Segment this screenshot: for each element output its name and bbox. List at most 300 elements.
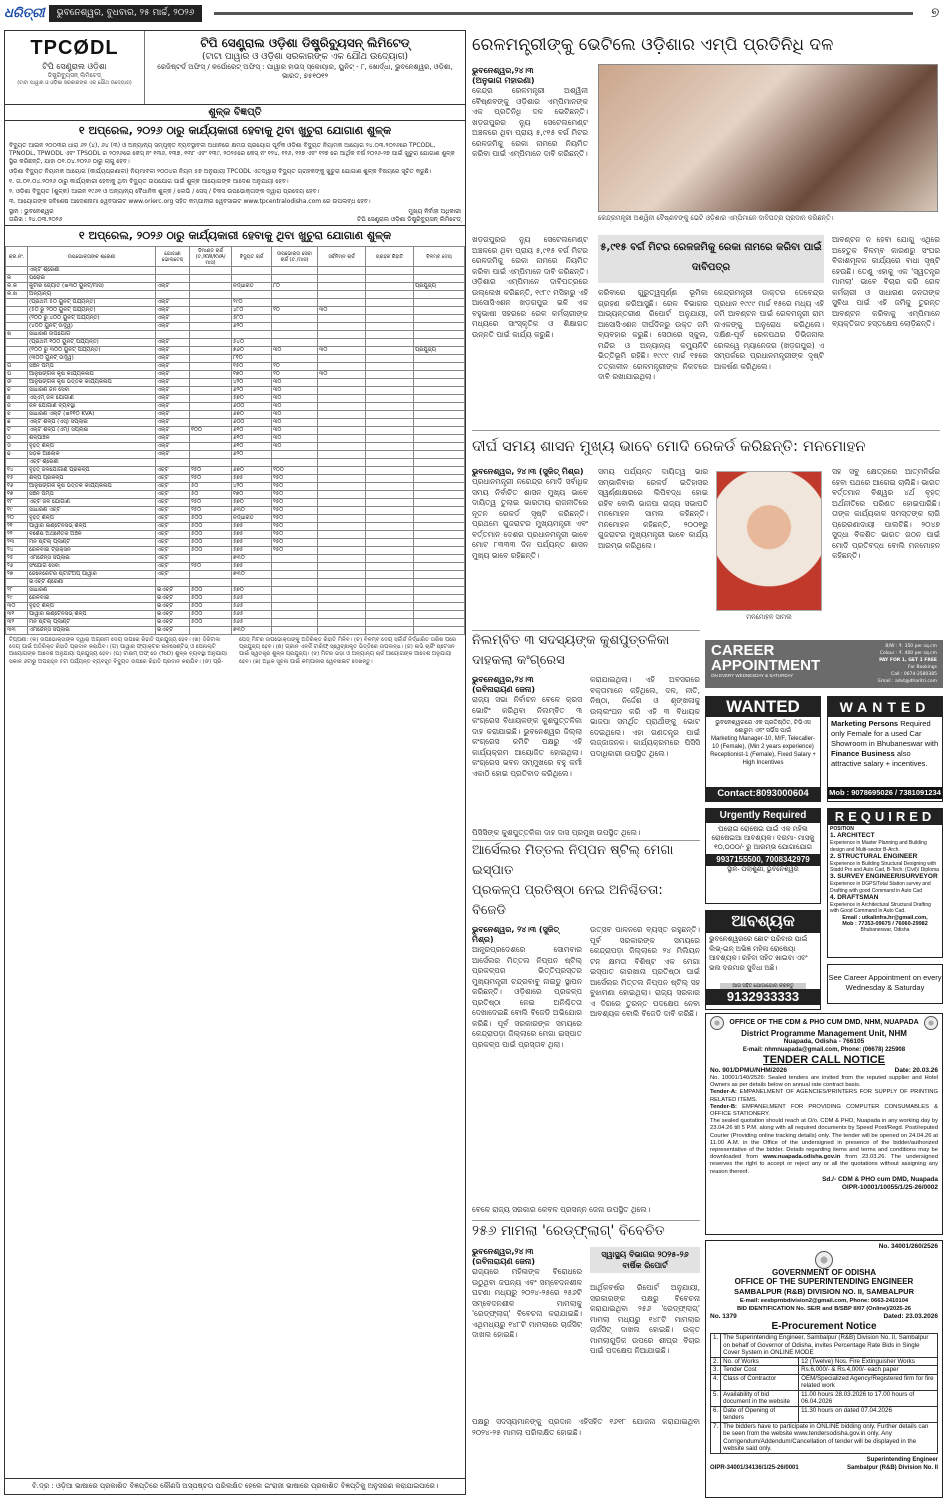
tariff-cell: ୩୦: [6, 603, 28, 611]
tariff-cell: [366, 547, 414, 555]
tariff-cell: ୫୦୦: [190, 515, 232, 523]
tariff-cell: ୭୩୦: [232, 555, 272, 563]
tariff-cell: ଏଚ୍‌ଟି: [156, 547, 190, 555]
tariff-cell: [318, 531, 366, 539]
tariff-cell: [318, 627, 366, 635]
tariff-cell: [232, 291, 272, 299]
tariff-table: [5, 246, 465, 635]
tariff-cell: [190, 627, 232, 635]
tariff-cell: [318, 515, 366, 523]
tariff-cell: ୫୬୫: [232, 603, 272, 611]
career-appointment-banner: [705, 640, 943, 688]
tariff-cell: ଏଚ୍‌ଟି: [156, 523, 190, 531]
tariff-row: [6, 547, 465, 555]
tariff-cell: ୨୮: [6, 587, 28, 595]
tariff-cell: କ.କ: [6, 283, 28, 291]
rnb-row-value: OEM/Specialized Agency/Registered firm for fire related work: [799, 1374, 938, 1390]
tariff-cell: ଏଚ୍‌ଟି ଶ୍ରେଣୀ: [28, 459, 156, 467]
required-position: POSITION: [830, 826, 854, 832]
tariff-cell: [6, 323, 28, 331]
tariff-cell: ୩୦: [272, 403, 318, 411]
tariff-cell: ୫୭୫: [232, 547, 272, 555]
required-ad: [827, 808, 943, 958]
urgently-required-ad: [705, 808, 821, 904]
tariff-cell: [366, 467, 414, 475]
tariff-cell: ଏଚ୍‌ଟି: [156, 475, 190, 483]
tariff-cell: ୨୫୦: [272, 507, 318, 515]
tariff-row: [6, 579, 465, 587]
para-4: ୩. ଆୟୋଗଙ୍କ ସବିଶେଷ ଆଦେଶନାମା ୱେବସାଇଟ www.orierc.org ସହିତ କମ୍ପାନୀର ୱେବସାଇଟ www.tpcentralodisha.com ରେ ଉପଲବ୍ଧ ହେବ।: [9, 198, 371, 205]
steel-col-1: ଆନ୍ଧ୍ରପ୍ରଦେଶରେ ସୋମବାର ଆର୍ସେଲର ମିତ୍ତଲ ନିପ୍ପନ ଷ୍ଟିଲ୍ ପ୍ରକଳ୍ପର ଭିତ୍ତିପ୍ରସ୍ତର ମୁଖ୍ୟମନ୍ତ୍ରୀ ଚନ୍ଦ୍ରବାବୁ ନାଇଡୁ ସ୍ଥାପନ କରିଛନ୍ତି। ଓଡ଼ିଶାରେ ପ୍ରକଳ୍ପ ପ୍ରତିଷ୍ଠା ନେଇ ଅନିଶ୍ଚିତତା ଦେଖାଦେଇଛି ବୋଲି ବିଜେଡି ଅଭିଯୋଗ କରିଛି। ପୂର୍ବ ସରକାରଙ୍କ ସମୟରେ କେନ୍ଦ୍ରାପଡ଼ା ଜିଲ୍ଲାରେ ମେଗା ଇସ୍ପାତ ପ୍ରକଳ୍ପ ପାଇଁ ପ୍ରସ୍ତାବ ଥିଲା।: [472, 945, 582, 1049]
urgent-body: ଘରୋଇ ରୋଷେଇ ପାଇଁ ଏକ ମହିଳା ରୋଷେଇଆ ଆବଶ୍ୟକ। ଦରମା- ମାସକୁ ୧୦,୦୦୦/- ରୁ ଆରମ୍ଭ ଯୋଗାଯୋଗ: [711, 826, 815, 851]
tariff-row: [6, 307, 465, 315]
tariff-cell: [318, 451, 366, 459]
required-position-title: 2. STRUCTURAL ENGINEER: [830, 852, 918, 860]
tariff-cell: ୬୭୦: [232, 411, 272, 419]
tariff-row: [6, 467, 465, 475]
tariff-cell: ସିଞ୍ଚନ ପମ୍ପ: [28, 491, 156, 499]
rnb-oipr: OIPR-34001/34136/1/25-26/0001: [710, 1464, 799, 1471]
tariff-header-cell: ଡିମାଣ୍ଡ ଚାର୍ଜ (ଟ./KW/KVA/ମାସ): [190, 247, 232, 267]
tariff-cell: [366, 339, 414, 347]
tariff-cell: ଘ: [6, 371, 28, 379]
tariff-cell: [318, 363, 366, 371]
tariff-cell: [414, 419, 465, 427]
tariff-cell: (୩୦୦ ୟୁନିଟ୍ ଉର୍ଦ୍ଧ୍ୱ): [28, 355, 156, 363]
tariff-cell: [414, 539, 465, 547]
tariff-cell: [318, 427, 366, 435]
tariff-cell: ବୃହତ୍ ଶିଳ୍ପ: [28, 603, 156, 611]
tariff-row: [6, 627, 465, 635]
tariff-cell: ଏସ୍‌ଏମ୍ ଜଳ ଯୋଗାଣ: [28, 395, 156, 403]
rnb-row-label: The bidders have to participate in ONLINE bidding only. Further details can be seen from the website www.tendersodisha.gov.in only. Any Corrigendum/Addendum/Cancellation of tender will be displayed in the website said only.: [721, 1422, 938, 1453]
tariff-cell: [414, 475, 465, 483]
rnb-row-value: Rs.6,000/- & Rs.4,000/- each paper: [799, 1366, 938, 1375]
tpcodl-title-block: [145, 31, 465, 104]
rnb-row: [711, 1374, 938, 1390]
tariff-cell: [366, 603, 414, 611]
nhm-tender-a-label: Tender-A:: [710, 1089, 737, 1096]
nhm-oipr: OIPR-10001/10055/1/25-26/0002: [841, 1183, 938, 1191]
steel-last: ବେଳେ ରାଜ୍ୟ ସରକାର କେବଳ ପ୍ରସନ୍ନ ଜେନା ଉପସ୍ଥିତ ଥିଲେ।: [472, 1205, 651, 1214]
tariff-cell: [366, 531, 414, 539]
tariff-cell: [190, 315, 232, 323]
tariff-cell: କ.ଖ: [6, 291, 28, 299]
nhm-address: Nuapada, Odisha - 766105: [783, 1038, 865, 1045]
tariff-cell: [272, 619, 318, 627]
tariff-cell: ସାଧାରଣ: [28, 587, 156, 595]
tariff-cell: ବିଶେଷ ଅର୍ଥନୈତିକ ଅଞ୍ଚଳ: [28, 531, 156, 539]
tariff-cell: ୫୬୫: [232, 619, 272, 627]
rnb-row-number: 2.: [711, 1357, 721, 1366]
tariff-cell: ୩୧: [6, 611, 28, 619]
tariff-cell: ବୃହତ୍ ଶିଳ୍ପ: [28, 515, 156, 523]
rnb-row: [711, 1390, 938, 1406]
tariff-cell: ଏଲ୍‌ଟି: [156, 403, 190, 411]
rail-col-3: କେନ୍ଦ୍ରମନ୍ତ୍ରୀ ଡାକ୍ତର ଦେବେନ୍ଦ୍ର ପ୍ରଧାନ ୧୯୯୯ ମାର୍ଚ୍ଚ ୧୫ରେ ମଧ୍ୟ ଏହି ଜମି ଆବଣ୍ଟନ ପାଇଁ ରେଳମନ୍ତ୍ରୀ ରାମ ନାଏକଙ୍କୁ ଅନୁରୋଧ କରିଥିଲେ। ଦକ୍ଷିଣ-ପୂର୍ବ ରେଳପଥର ଡିଭିଜନାଲ ରେଲୱେ ମ୍ୟାନେଜର (ଖଡ଼ଗପୁର) ଏ ସମ୍ପର୍କରେ ପ୍ରଧାନମନ୍ତ୍ରୀଙ୍କ ଦୃଷ୍ଟି ଆକର୍ଷଣ କରିଥିଲେ।: [714, 288, 824, 371]
wanted-2-body-2: also attractive salary + incentives.: [831, 749, 928, 768]
headline-steel-1: ଆର୍ସେଲର ମିତ୍ତଲ ନିପ୍ପନ ଷ୍ଟିଲ୍ ମେଗା ଇସ୍ପାତ: [472, 843, 674, 878]
tariff-cell: [190, 419, 232, 427]
tariff-cell: [190, 435, 232, 443]
tariff-cell: ଇଏଚ୍‌ଟି: [156, 627, 190, 635]
article-steel: [472, 840, 700, 1220]
tariff-cell: (ପ୍ରଥମ ୫୦ ୟୁନିଟ୍ ପର୍ଯ୍ୟନ୍ତ): [28, 299, 156, 307]
tariff-cell: [366, 323, 414, 331]
tariff-cell: [272, 627, 318, 635]
urgent-place: ସ୍ଥାନ- ପଲାଶୁଣୀ, ଭୁବନେଶ୍ୱର: [727, 866, 799, 873]
tariff-cell: [6, 355, 28, 363]
tariff-cell: ଡ: [6, 443, 28, 451]
tariff-cell: [190, 371, 232, 379]
signatory: ମୁଖ୍ୟ ନିର୍ବାହୀ ଅଧିକାରୀ: [408, 208, 461, 215]
tariff-cell: ୬୧୦: [232, 427, 272, 435]
byline-rail: (ଅନୁଭାଗ ମହାରଣା): [472, 76, 535, 85]
tariff-cell: ୫୦୦: [190, 595, 232, 603]
tariff-cell: [190, 363, 232, 371]
abashyak-body: ଭୁବନେଶ୍ୱରରେ ଛୋଟ ପରିବାର ପାଇଁ ଲିଭ୍-ଇନ୍ ଅଭିଜ୍ଞ ମହିଳା ରୋଷେୟା ଆବଶ୍ୟକ। ରହିବା ସହିତ ଖାଇବା ଏବଂ ଭଲ ଦରମାର ସୁବିଧା ଅଛି।: [709, 936, 808, 972]
tariff-cell: ୩୦: [318, 371, 366, 379]
tariff-cell: ୫୭୦: [232, 587, 272, 595]
tariff-cell: ଏଲ୍‌ଟି: [156, 371, 190, 379]
tariff-cell: [414, 331, 465, 339]
tariff-cell: [366, 579, 414, 587]
tariff-cell: ଠ: [6, 435, 28, 443]
tariff-cell: ଢ: [6, 451, 28, 459]
tariff-row: [6, 395, 465, 403]
tariff-cell: [6, 267, 28, 275]
nhm-website[interactable]: www.nuapada.odisha.gov.in: [762, 1154, 841, 1161]
modi-col-4: ସହ ସବୁ କ୍ଷେତ୍ରରେ ଆତ୍ମନିର୍ଭର ହେବା ପଥରେ ଆଗେଇ ଚାଲିଛି। ଭାରତ ବର୍ତ୍ତମାନ ବିଶ୍ୱର ୪ର୍ଥ ବୃହତ୍ ଅର୍ଥନୀତିରେ ପରିଣତ ହୋଇପାରିଛି। ତାଙ୍କ କାର୍ଯ୍ୟକାଳ ସମସ୍ତଙ୍କ ଲାଗି ପ୍ରେରଣାଦାୟୀ ପାଲଟିଛି। ୨୦୪୭ ସୁଦ୍ଧା ବିକଶିତ ଭାରତ ଗଠନ ପାଇଁ ମୋଦି ପ୍ରତିବଦ୍ଧ ବୋଲି ମନମୋହନ କହିଛନ୍ତି।: [832, 467, 940, 560]
tariff-cell: [366, 523, 414, 531]
tariff-cell: [272, 331, 318, 339]
tariff-row: [6, 507, 465, 515]
section-title-2: ୧ ଅପ୍ରେଲ, ୨୦୨୬ ଠାରୁ କାର୍ଯ୍ୟକାରୀ ହେବାକୁ ଥିବା ଖୁଚୁରା ଯୋଗାଣ ଶୁଳ୍କ: [5, 225, 465, 246]
modi-col-1: ପ୍ରଧାନମନ୍ତ୍ରୀ ନରେନ୍ଦ୍ର ମୋଦି ସର୍ବାଧିକ ସମୟ ନିର୍ବାଚିତ ଶାସନ ମୁଖ୍ୟ ଭାବେ ଦାୟିତ୍ୱ ତୁଲାଇ ଭାରତୀୟ ରାଜନୀତିରେ ନୂତନ ରେକର୍ଡ ସୃଷ୍ଟି କରିଛନ୍ତି। ପ୍ରଥମେ ଗୁଜରାଟର ମୁଖ୍ୟମନ୍ତ୍ରୀ ଏବଂ ବର୍ତ୍ତମାନ ଦେଶର ପ୍ରଧାନମନ୍ତ୍ରୀ ଭାବେ ମୋଟ ୮୩୩୩ ଦିନ ପର୍ଯ୍ୟନ୍ତ ଶାସନ ମୁଖ୍ୟ ଭାବେ ରହିଛନ୍ତି।: [472, 477, 588, 560]
tariff-row: [6, 427, 465, 435]
tariff-cell: ୫୦: [190, 491, 232, 499]
tariff-cell: ୫୦୦: [190, 587, 232, 595]
tariff-cell: ୩୦: [272, 387, 318, 395]
tariff-cell: [190, 299, 232, 307]
tariff-row: [6, 315, 465, 323]
tariff-cell: ୧୭୦: [232, 371, 272, 379]
required-title: REQUIRED: [828, 809, 942, 825]
tariff-cell: ୩୦: [272, 427, 318, 435]
tariff-cell: ୨୫୦: [272, 475, 318, 483]
tariff-cell: ୫୭୫: [232, 523, 272, 531]
tariff-cell: ବୃହତ୍ ଜଳଯୋଗାଣ ପ୍ରକଳ୍ପ: [28, 467, 156, 475]
tariff-cell: ୨୫୦: [272, 531, 318, 539]
tariff-row: [6, 275, 465, 283]
tariff-cell: ୨୪: [6, 547, 28, 555]
rail-meeting-photo: [598, 64, 938, 212]
tariff-cell: [272, 579, 318, 587]
article-rail: [472, 30, 940, 430]
tariff-cell: [318, 579, 366, 587]
tariff-cell: ଏଲ୍‌ଟି: [156, 379, 190, 387]
tariff-row: [6, 291, 465, 299]
tariff-cell: [318, 459, 366, 467]
tariff-cell: ପାୱାର ଇଣ୍ଟେନସିଭ୍ ଶିଳ୍ପ: [28, 611, 156, 619]
rnb-bid-id: BID IDENTIFICATION No. SE/R and B/SBP II/07 (Online)/2025-26: [736, 1306, 912, 1312]
required-position-desc: Experience in Master Planning and Building design and Multi-sector B-Arch.: [830, 840, 927, 853]
tariff-row: [6, 331, 465, 339]
tariff-cell: [366, 459, 414, 467]
tariff-cell: ଶିଳ୍ପାଞ୍ଚଳ: [28, 435, 156, 443]
required-mob: Mob : 77353-09675 / 76060-29982: [842, 920, 928, 927]
career-tagline: ON EVERY WEDNESDAY & SATURDAY: [711, 673, 794, 678]
tariff-cell: ୫୬୫: [232, 611, 272, 619]
tariff-cell: ଏଲ୍‌ଟି: [156, 283, 190, 291]
tariff-cell: ୩୦: [272, 419, 318, 427]
tariff-cell: [318, 379, 366, 387]
tariff-cell: [366, 275, 414, 283]
nhm-tender-b: EMPANELMENT FOR PROVIDING COMPUTER CONSUMABLES & OFFICE STATIONERY.: [710, 1103, 938, 1118]
tariff-cell: ଇଏଚ୍‌ଟି: [156, 587, 190, 595]
required-position-title: 3. SURVEY ENGINEER/SURVEYOR: [830, 873, 938, 881]
tariff-cell: ଏଲ୍‌ଟି: [156, 387, 190, 395]
tariff-cell: ୨୯: [6, 595, 28, 603]
tariff-cell: [318, 283, 366, 291]
tariff-cell: ଏଲ୍‌ଟି: [156, 323, 190, 331]
tariff-cell: ଏଲ୍‌ଟି: [156, 307, 190, 315]
tariff-header-cell: କ୍ର.ନଂ.: [6, 247, 28, 267]
tariff-cell: ୧୫୦: [232, 363, 272, 371]
tariff-cell: [156, 579, 190, 587]
tariff-cell: ଏଲ୍‌ଟି ଶ୍ରେଣୀ: [28, 267, 156, 275]
tariff-cell: [414, 507, 465, 515]
tariff-cell: [366, 331, 414, 339]
article-redflag: [472, 1220, 700, 1470]
tariff-row: [6, 387, 465, 395]
tariff-cell: ୨୦୦: [272, 467, 318, 475]
tariff-cell: ୨୧: [6, 523, 28, 531]
tariff-cell: ୭୬୦: [232, 347, 272, 355]
tariff-cell: [232, 459, 272, 467]
tariff-cell: ସାଧାରଣ ଜନ ସେବା: [28, 387, 156, 395]
tariff-row: [6, 523, 465, 531]
tariff-cell: [366, 355, 414, 363]
headline-redflag: ୨୫୬ ମାମଲା 'ରେଡ୍‌ଫ୍ଲାଗ୍' ବିବେଚିତ: [472, 1223, 665, 1239]
tariff-cell: [414, 275, 465, 283]
tariff-cell: [6, 339, 28, 347]
tariff-cell: [272, 355, 318, 363]
tariff-cell: ଏଚ୍‌ଟି: [156, 539, 190, 547]
dateline-steel: ଭୁବନେଶ୍ୱର, ୨୪।୩ (ସୁଜିତ୍ ମିଶ୍ର): [472, 925, 560, 944]
tariff-cell: [366, 451, 414, 459]
dateline-rail: ଭୁବନେଶ୍ୱର,୨୪।୩: [472, 66, 534, 75]
tariff-cell: [366, 411, 414, 419]
rail-subheadline: ୫,୯୧୫ ବର୍ଗ ମିଟର ରେଳଜମିକୁ ରେକା ନାମରେ କରିବା ପାଇଁ ଦାବିପତ୍ର: [598, 235, 824, 283]
tariff-cell: ସାଧାରଣ ଏଲ୍‌ଟି (≤୧୧୦ KVA): [28, 411, 156, 419]
tariff-cell: ଆନୁଷଙ୍ଗିକ କୃଷି କାର୍ଯ୍ୟକଳାପ: [28, 371, 156, 379]
tariff-cell: [318, 355, 366, 363]
tariff-cell: [414, 467, 465, 475]
tariff-cell: [414, 443, 465, 451]
tariff-cell: [366, 491, 414, 499]
tariff-cell: ୧୦୦: [190, 427, 232, 435]
tpcodl-title: ଟିପି ସେଣ୍ଟ୍ରାଲ ଓଡ଼ିଶା ଡିଷ୍ଟ୍ରିବ୍ୟୁସନ୍ ଲିମିଟେଡ୍: [200, 36, 410, 50]
tariff-cell: ଏଚ୍‌ଟି: [156, 563, 190, 571]
tariff-cell: ୩୩: [6, 627, 28, 635]
tariff-cell: ଏଲ୍‌ଟି: [156, 299, 190, 307]
tariff-cell: ୨୫୦: [272, 523, 318, 531]
wanted-1-body: Marketing Manager-10, M/F, Telecaller-10 (Female), (Min 2 years experience) Receptionist-1 (Female), Fixed Salary + High Incentives: [710, 736, 816, 766]
article-modi: [472, 430, 940, 630]
tariff-cell: [366, 539, 414, 547]
tariff-cell: ୬୨୦: [232, 451, 272, 459]
tariff-cell: ଞ: [6, 419, 28, 427]
tariff-cell: ଙ: [6, 379, 28, 387]
tariff-cell: ୫୭୦: [232, 395, 272, 403]
tariff-cell: ୫୦୦: [190, 539, 232, 547]
tariff-cell: ୨୫୦: [190, 507, 232, 515]
tpcodl-logo-block: [5, 31, 145, 104]
tariff-row: [6, 491, 465, 499]
tariff-cell: ୫୦୦: [190, 547, 232, 555]
steel-col-2: ଉତ୍ସବ ପାଳନରେ ବ୍ୟସ୍ତ ରହୁଛନ୍ତି। ପୂର୍ବ ସରକାରଙ୍କ ସମୟରେ କେନ୍ଦ୍ରାପଡ଼ା ଜିଲ୍ଲାରେ ୨୪ ମିଲିୟନ ଟନ କ୍ଷମତା ବିଶିଷ୍ଟ ଏକ ମେଗା ଇସ୍ପାତ କାରଖାନା ପ୍ରତିଷ୍ଠା ପାଇଁ ଆର୍ସେଲର ମିତ୍ତଲ ନିପ୍ପନ ଷ୍ଟିଲ୍ ସହ ବୁଝାମଣା ହୋଇଥିଲା। ରାଜ୍ୟ ସରକାର ଏ ଦିଗରେ ତୁରନ୍ତ ପଦକ୍ଷେପ ନେବା ଆବଶ୍ୟକ ବୋଲି ବିଜେଡି ଦାବି କରିଛି।: [590, 925, 700, 1018]
tariff-cell: ୨୨: [6, 531, 28, 539]
tariff-cell: [366, 419, 414, 427]
nhm-signatory: Sd./- CDM & PHO cum DMD, Nuapada: [822, 1175, 938, 1183]
issue-date: ଭୁବନେଶ୍ୱର, ବୁଧବାର, ୨୫ ମାର୍ଚ୍ଚ, ୨୦୨୬: [49, 5, 203, 22]
tariff-cell: [318, 475, 366, 483]
tariff-cell: [414, 563, 465, 571]
tariff-cell: ୬୦୦: [232, 403, 272, 411]
tariff-cell: ୩୦: [318, 347, 366, 355]
tariff-cell: [232, 331, 272, 339]
tariff-cell: ଏଲ୍‌ଟି: [156, 443, 190, 451]
tariff-cell: [366, 299, 414, 307]
state-emblem-icon: [815, 1251, 833, 1269]
tariff-cell: [190, 323, 232, 331]
tariff-cell: [318, 563, 366, 571]
tariff-row: [6, 539, 465, 547]
rail-col-2: କରିବାରେ ଗୁରୁତ୍ୱପୂର୍ଣ୍ଣ ଭୂମିକା ଗ୍ରହଣ କରିଆସୁଛି। ରେଳ ବିଭାଗର ଆଭ୍ୟନ୍ତରୀଣ ରିପୋର୍ଟ ଅନୁଯାୟୀ, ଆସୋସିଏଶନ ଦୀର୍ଘଦିନରୁ ଉକ୍ତ ଜମି ବ୍ୟବହାର କରୁଛି। ସେଠାରେ ସ୍କୁଲ, ମନ୍ଦିର ଓ ଅନ୍ୟାନ୍ୟ କମ୍ୟୁନିଟି ଭିତ୍ତିଭୂମି ରହିଛି। ୧୯୯୯ ମାର୍ଚ୍ଚ ୧୫ରେ ତତ୍କାଳୀନ ରେଳମନ୍ତ୍ରୀଙ୍କ ନିକଟରେ ଦାବି ରଖାଯାଇଥିଲା।: [598, 288, 708, 381]
tariff-cell: [318, 339, 366, 347]
tariff-cell: [318, 411, 366, 419]
tariff-cell: ଜେନେରେଟର ଷ୍ଟାର୍ଟଅପ୍ ପାୱାର: [28, 571, 156, 579]
tariff-cell: [272, 299, 318, 307]
tariff-cell: [414, 571, 465, 579]
tariff-cell: [414, 379, 465, 387]
wanted-ad-1: [705, 696, 821, 802]
rail-lead: କେନ୍ଦ୍ର ରେଳମନ୍ତ୍ରୀ ଅଶ୍ୱିନୀ ବୈଷ୍ଣବଙ୍କୁ ଓଡ଼ିଶାର ଏମ୍‌ପିମାନଙ୍କ ଏକ ପ୍ରତିନିଧି ଦଳ ଭେଟିଛନ୍ତି। ଖଡ଼ଗପୁରର ନ୍ୟୁ ସେଟେଲମେଣ୍ଟ ଅଞ୍ଚଳରେ ଥିବା ପ୍ରାୟ ୫,୯୧୫ ବର୍ଗ ମିଟର ରେଳଜମିକୁ ରେକା ନାମରେ ନିୟମିତ କରିବା ପାଇଁ ଏମ୍‌ପିମାନେ ଦାବି କରିଛନ୍ତି।: [472, 86, 588, 158]
wanted-1-contact: Contact:8093000604: [706, 787, 820, 801]
tariff-cell: [366, 291, 414, 299]
tariff-row: [6, 339, 465, 347]
tariff-cell: [272, 571, 318, 579]
tariff-cell: [414, 411, 465, 419]
tariff-cell: କୁଟୀର ଜ୍ୟୋତି (≤୩୦ ୟୁନିଟ୍/ମାସ): [28, 283, 156, 291]
tariff-cell: ଆନୁଷଙ୍ଗିକ କୃଷି ଭିତ୍ତିକ କାର୍ଯ୍ୟକଳାପ: [28, 379, 156, 387]
tariff-cell: ୩୨: [6, 619, 28, 627]
tariff-cell: ମିନି ଷ୍ଟିଲ୍ ପ୍ଲାଣ୍ଟ: [28, 619, 156, 627]
tariff-cell: [366, 507, 414, 515]
tariff-cell: [190, 579, 232, 587]
tariff-cell: ଏଚ୍‌ଟି: [156, 515, 190, 523]
tariff-cell: ଟ: [6, 427, 28, 435]
tariff-cell: (୨୦୦ ରୁ ୪୦୦ ୟୁନିଟ୍ ପର୍ଯ୍ୟନ୍ତ): [28, 315, 156, 323]
tariff-row: [6, 499, 465, 507]
tariff-cell: [414, 603, 465, 611]
modi-col-2: ସମୟ ପର୍ଯ୍ୟନ୍ତ ଦାୟିତ୍ୱ ଭାର ସମ୍ଭାଳିବାର ରେକର୍ଡ ଇତିହାସର ସ୍ୱର୍ଣ୍ଣାକ୍ଷରରେ ଲିପିବଦ୍ଧ ହୋଇ ରହିବ ବୋଲି ଭାଜପା ରାଜ୍ୟ ସଭାପତି ମନମୋହନ ସାମଲ କହିଛନ୍ତି। ମନମୋହନ କହିଛନ୍ତି, ୨୦୦୧ରୁ ଗୁଜରାଟର ମୁଖ୍ୟମନ୍ତ୍ରୀ ଭାବେ କାର୍ଯ୍ୟ ଆରମ୍ଭ କରିଥିଲେ।: [598, 467, 708, 550]
tariff-cell: [318, 267, 366, 275]
rnb-row-number: 4.: [711, 1374, 721, 1390]
tariff-cell: ୩୦: [272, 347, 318, 355]
tariff-cell: ୧୭୦: [232, 491, 272, 499]
tariff-cell: [366, 283, 414, 291]
tariff-row: [6, 299, 465, 307]
tpcodl-logo-tiny: (ଟାଟା ପାୱାର ଓ ଓଡ଼ିଶା ସରକାରଙ୍କ ଏକ ଯୌଥ ଉଦ୍ୟୋଗ): [17, 80, 132, 86]
career-email: Email : advt@dharitri.com: [878, 679, 937, 684]
tariff-cell: ୨୫୦: [190, 563, 232, 571]
tariff-cell: [414, 291, 465, 299]
nhm-unit: District Programme Management Unit, NHM: [741, 1029, 907, 1038]
tariff-cell: ସିଞ୍ଚନ ପମ୍ପ: [28, 363, 156, 371]
tariff-cell: [366, 483, 414, 491]
rnb-office: OFFICE OF THE SUPERINTENDING ENGINEER: [734, 1277, 914, 1286]
tariff-row: [6, 459, 465, 467]
urgent-contact: 9937155500, 7008342979: [706, 854, 820, 866]
rnb-division: SAMBALPUR (R&B) DIVISION NO. II, SAMBALPUR: [734, 1287, 914, 1296]
tariff-cell: [414, 555, 465, 563]
tariff-cell: [414, 315, 465, 323]
rnb-row: [711, 1406, 938, 1422]
tariff-row: [6, 451, 465, 459]
tariff-cell: [318, 291, 366, 299]
tariff-cell: [156, 267, 190, 275]
tariff-cell: ଏଲ୍‌ଟି: [156, 451, 190, 459]
career-title-1: CAREER: [711, 642, 775, 659]
tariff-cell: ସଂଯୋଗ ସେବା: [28, 563, 156, 571]
tariff-cell: ୭୩୦: [232, 571, 272, 579]
tariff-cell: [272, 603, 318, 611]
tariff-cell: [366, 619, 414, 627]
congress-col-1: ରାଜ୍ୟ ସଭା ନିର୍ବାଚନ ବେଳେ କ୍ରସ ଭୋଟିଂ କରିଥିବା ନିଲମ୍ବିତ ୩ କଂଗ୍ରେସ ବିଧାୟକଙ୍କ କୁଶପୁତ୍ତଳିକା ଦାହ କରାଯାଇଛି। ଭୁବନେଶ୍ୱର ଜିଲ୍ଲା କଂଗ୍ରେସ କମିଟି ପକ୍ଷରୁ ଏହି କାର୍ଯ୍ୟକ୍ରମ ଆୟୋଜିତ ହୋଇଥିଲା। କଂଗ୍ରେସ ଭବନ ସମ୍ମୁଖରେ ବହୁ କର୍ମୀ ଏକାଠି ହୋଇ ପ୍ରତିବାଦ କରିଥିଲେ।: [472, 695, 582, 778]
tariff-cell: [366, 307, 414, 315]
rnb-row-label: The Superintending Engineer, Sambalpur (R&B) Division No. II, Sambalpur on behalf of Governor of Odisha, invites Percentage Rate Bids in Single Cover System in ONLINE MODE: [721, 1334, 938, 1358]
tariff-cell: ମିନି ଷ୍ଟିଲ୍ ପ୍ଲାଣ୍ଟ: [28, 539, 156, 547]
tariff-cell: [366, 571, 414, 579]
nhm-body-1: The sealed quotation should reach at O/o. CDM & PHO, Nuapada in any working day by 23.04.26 till 5 P.M. along with all required documents by Speed Post/Regd. Post/reputed Courier (Providing online tracking details) only. The tender will be opened on 24.04.26 at 11.00 A.M. in the Office of the undersigned in presence of the bidder/authorized representative of the bidder. Details regarding items and terms and conditions may be downloaded from: [710, 1118, 938, 1161]
tariff-cell: [318, 499, 366, 507]
nhm-body-2: from 23.03.26. The undersigned reserves the right to accept or reject any or all the quotations without assigning any reason thereof.: [710, 1154, 938, 1175]
rnb-row-value: 11.30 hours on dated 07.04.2026: [799, 1406, 938, 1422]
rnb-row-label: Availability of bid document in the website: [721, 1390, 799, 1406]
rail-col-1: ଖଡ଼ଗପୁରର ନ୍ୟୁ ସେଟେଲମେଣ୍ଟ ଅଞ୍ଚଳରେ ଥିବା ପ୍ରାୟ ୫,୯୧୫ ବର୍ଗ ମିଟର ରେଳଜମିକୁ ରେକା ନାମରେ ନିୟମିତ କରିବା ପାଇଁ ଏମ୍‌ପିମାନେ ଦାବି କରିଛନ୍ତି। ଓଡ଼ିଶାର ଏମ୍‌ପିମାନେ ଦାବିପତ୍ରରେ ଉଲ୍ଲେଖ କରିଛନ୍ତି, ୧୯୮୯ ମସିହାରୁ ଏହି ଆସୋସିଏଶନ ଖଡ଼ଗପୁର ଭଳି ଏକ ବହୁଭାଷୀ ସହରରେ ରେଳ କର୍ମଚାରୀଙ୍କ ମଧ୍ୟରେ ସାଂସ୍କୃତିକ ଓ ଶିକ୍ଷାଗତ ଉନ୍ନତି ପାଇଁ କାର୍ଯ୍ୟ କରୁଛି।: [472, 235, 588, 339]
tariff-cell: [156, 291, 190, 299]
tariff-cell: [190, 555, 232, 563]
tariff-cell: ୫୭୫: [232, 475, 272, 483]
tariff-cell: ୩୦: [272, 395, 318, 403]
tariff-cell: ଏଚ୍‌ଟି: [156, 499, 190, 507]
tariff-cell: [366, 587, 414, 595]
tariff-cell: ୮୦: [272, 283, 318, 291]
career-call: Call : 0674-2580385: [891, 672, 937, 677]
see-career-ad: See Career Appointment on every Wednesday & Saturday: [827, 964, 943, 1004]
wanted-2-body-1: Required only Female for a used Car Showroom in Bhubaneswar with: [831, 719, 939, 748]
rnb-title: E-Procurement Notice: [771, 1321, 877, 1332]
tariff-cell: ୨୬: [6, 563, 28, 571]
tariff-cell: ଏଚ୍‌ଟି: [156, 571, 190, 579]
tariff-cell: ୬୩୦: [232, 507, 272, 515]
tariff-cell: [318, 387, 366, 395]
tariff-cell: ପ୍ରଯୁଜ୍ୟ: [414, 347, 465, 355]
tariff-cell: ଘରୋଇ: [28, 275, 156, 283]
tariff-cell: ୮୧୦: [232, 355, 272, 363]
